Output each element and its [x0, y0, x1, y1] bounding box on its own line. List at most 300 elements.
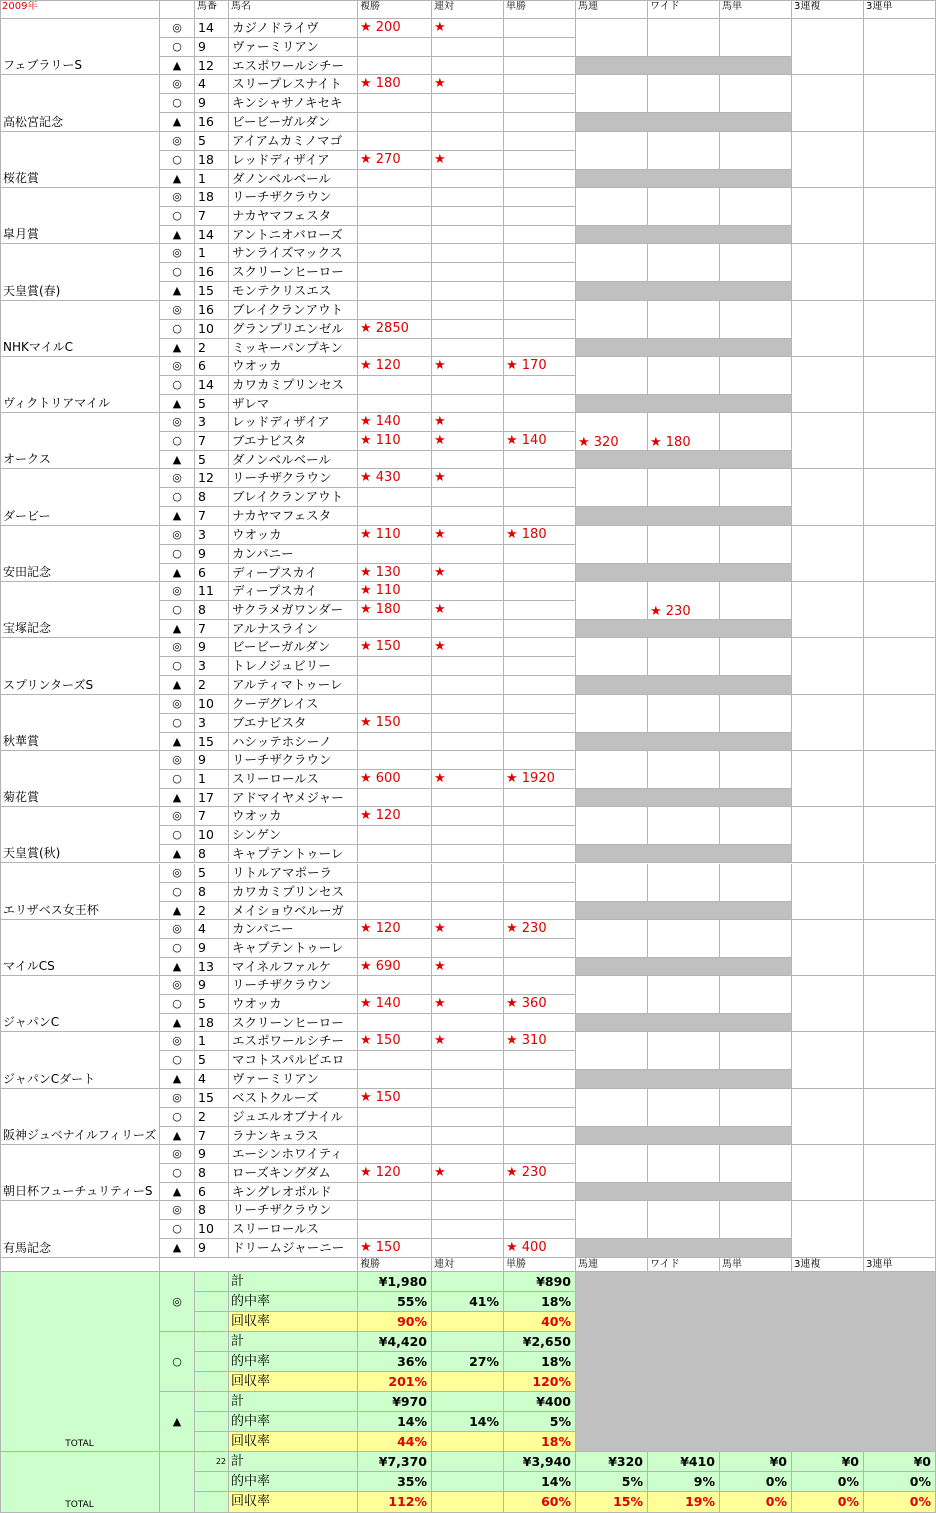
wide-cell[interactable]	[648, 19, 720, 57]
horse-number[interactable]: 2	[195, 339, 229, 357]
umaren-cell[interactable]	[576, 132, 648, 170]
tansho-cell[interactable]	[504, 564, 576, 582]
summary-mark[interactable]: ○	[160, 1332, 195, 1392]
fukusho-cell[interactable]	[358, 751, 432, 770]
footer-header-sanrentan[interactable]: 3連単	[864, 1258, 936, 1272]
pick-mark[interactable]: ◎	[160, 976, 195, 995]
horse-number[interactable]: 9	[195, 94, 229, 113]
tansho-cell[interactable]	[504, 1051, 576, 1070]
fukusho-cell[interactable]	[358, 620, 432, 638]
fukusho-cell[interactable]	[358, 57, 432, 75]
horse-number[interactable]: 18	[195, 1014, 229, 1032]
pick-mark[interactable]: ◎	[160, 1089, 195, 1108]
horse-name[interactable]: リーチザクラウン	[229, 469, 358, 488]
horse-name[interactable]: ダノンベルベール	[229, 170, 358, 188]
footer-header-umatan[interactable]: 馬単	[720, 1258, 792, 1272]
pick-mark[interactable]: ○	[160, 1108, 195, 1127]
sanrentan-cell[interactable]	[864, 19, 936, 75]
sanrenpuku-cell[interactable]	[792, 920, 864, 976]
tansho-cell[interactable]	[504, 695, 576, 714]
horse-name[interactable]: カンパニー	[229, 545, 358, 564]
wide-cell[interactable]	[648, 582, 720, 620]
horse-name[interactable]: ブエナビスタ	[229, 714, 358, 733]
fukusho-cell[interactable]	[358, 1070, 432, 1089]
horse-name[interactable]: ブエナビスタ	[229, 432, 358, 451]
umatan-cell[interactable]	[720, 19, 792, 57]
pick-mark[interactable]: ◎	[160, 526, 195, 545]
wide-cell[interactable]	[648, 132, 720, 170]
sanrentan-cell[interactable]	[864, 864, 936, 920]
rentai-cell[interactable]	[432, 789, 504, 807]
sanrenpuku-cell[interactable]	[792, 19, 864, 75]
summary-ren-total[interactable]	[432, 1332, 504, 1352]
summary-ren-total[interactable]	[432, 1392, 504, 1412]
horse-number[interactable]: 16	[195, 113, 229, 132]
umaren-cell[interactable]	[576, 582, 648, 620]
horse-name[interactable]: ディープスカイ	[229, 582, 358, 601]
tansho-cell[interactable]	[504, 507, 576, 526]
pick-mark[interactable]: ○	[160, 714, 195, 733]
sanrentan-cell[interactable]	[864, 1032, 936, 1089]
fukusho-cell[interactable]	[358, 38, 432, 57]
horse-number[interactable]: 10	[195, 320, 229, 339]
horse-number[interactable]: 7	[195, 207, 229, 226]
race-name[interactable]: 天皇賞(秋)	[0, 807, 160, 863]
rentai-cell[interactable]	[432, 976, 504, 995]
horse-name[interactable]: ブレイクランアウト	[229, 488, 358, 507]
horse-number[interactable]: 2	[195, 676, 229, 695]
header-sanrenpuku[interactable]: 3連複	[792, 0, 864, 19]
fukusho-cell[interactable]	[358, 207, 432, 226]
pick-mark[interactable]: ◎	[160, 132, 195, 151]
horse-number[interactable]: 9	[195, 1145, 229, 1164]
summary-label-recovery[interactable]: 回収率	[229, 1432, 358, 1452]
horse-name[interactable]: カジノドライヴ	[229, 19, 358, 38]
rentai-cell[interactable]	[432, 864, 504, 883]
wide-cell[interactable]	[648, 188, 720, 226]
horse-name[interactable]: キャプテントゥーレ	[229, 845, 358, 863]
fukusho-cell[interactable]	[358, 526, 432, 545]
sanrentan-cell[interactable]	[864, 526, 936, 582]
pick-mark[interactable]: ▲	[160, 733, 195, 751]
rentai-cell[interactable]	[432, 695, 504, 714]
tansho-cell[interactable]	[504, 469, 576, 488]
tansho-cell[interactable]	[504, 714, 576, 733]
pick-mark[interactable]: ◎	[160, 864, 195, 883]
wide-cell[interactable]	[648, 638, 720, 676]
horse-name[interactable]: ローズキングダム	[229, 1164, 358, 1183]
horse-name[interactable]: トレノジュビリー	[229, 657, 358, 676]
rentai-cell[interactable]	[432, 113, 504, 132]
header-mark[interactable]	[160, 0, 195, 19]
horse-name[interactable]: エスポワールシチー	[229, 1032, 358, 1051]
pick-mark[interactable]: ▲	[160, 1070, 195, 1089]
sanrenpuku-cell[interactable]	[792, 132, 864, 188]
horse-number[interactable]: 9	[195, 545, 229, 564]
race-name[interactable]: ジャパンCダート	[0, 1032, 160, 1089]
horse-number[interactable]: 9	[195, 1239, 229, 1258]
horse-name[interactable]: ジュエルオブナイル	[229, 1108, 358, 1127]
footer-header-umaren[interactable]: 馬連	[576, 1258, 648, 1272]
tansho-cell[interactable]	[504, 902, 576, 920]
fukusho-cell[interactable]	[358, 564, 432, 582]
pick-mark[interactable]: ○	[160, 939, 195, 958]
pick-mark[interactable]: ▲	[160, 564, 195, 582]
fukusho-cell[interactable]	[358, 1183, 432, 1201]
tansho-cell[interactable]	[504, 57, 576, 75]
summary-tan-total[interactable]: ¥400	[504, 1392, 576, 1412]
race-name[interactable]: 高松宮記念	[0, 75, 160, 132]
race-name[interactable]: 宝塚記念	[0, 582, 160, 638]
wide-cell[interactable]	[648, 695, 720, 733]
fukusho-cell[interactable]	[358, 395, 432, 413]
grand-ren-hit[interactable]	[432, 1472, 504, 1492]
tansho-cell[interactable]	[504, 995, 576, 1014]
grand-tan-rec[interactable]: 60%	[504, 1492, 576, 1513]
grand-umaren-total[interactable]: ¥320	[576, 1452, 648, 1472]
fukusho-cell[interactable]	[358, 488, 432, 507]
tansho-cell[interactable]	[504, 845, 576, 863]
header-sanrentan[interactable]: 3連単	[864, 0, 936, 19]
grand-sanrentan-hit[interactable]: 0%	[864, 1472, 936, 1492]
umaren-cell[interactable]	[576, 1089, 648, 1127]
umaren-cell[interactable]	[576, 1201, 648, 1239]
horse-number[interactable]: 8	[195, 1164, 229, 1183]
pick-mark[interactable]: ▲	[160, 339, 195, 357]
horse-name[interactable]: スリーロールス	[229, 770, 358, 789]
horse-name[interactable]: シンゲン	[229, 826, 358, 845]
rentai-cell[interactable]	[432, 1032, 504, 1051]
rentai-cell[interactable]	[432, 939, 504, 958]
horse-number[interactable]: 9	[195, 638, 229, 657]
horse-name[interactable]: アルナスライン	[229, 620, 358, 638]
horse-name[interactable]: ラナンキュラス	[229, 1127, 358, 1145]
rentai-cell[interactable]	[432, 282, 504, 301]
fukusho-cell[interactable]	[358, 94, 432, 113]
summary-tan-rec[interactable]: 40%	[504, 1312, 576, 1332]
rentai-cell[interactable]	[432, 1201, 504, 1220]
horse-name[interactable]: リーチザクラウン	[229, 188, 358, 207]
sanrenpuku-cell[interactable]	[792, 1201, 864, 1258]
rentai-cell[interactable]	[432, 958, 504, 976]
rentai-cell[interactable]	[432, 733, 504, 751]
umaren-cell[interactable]	[576, 75, 648, 113]
umaren-cell[interactable]	[576, 244, 648, 282]
summary-fuku-rec[interactable]: 201%	[358, 1372, 432, 1392]
horse-name[interactable]: ヴァーミリアン	[229, 38, 358, 57]
rentai-cell[interactable]	[432, 657, 504, 676]
sanrentan-cell[interactable]	[864, 75, 936, 132]
fukusho-cell[interactable]	[358, 676, 432, 695]
sanrentan-cell[interactable]	[864, 976, 936, 1032]
rentai-cell[interactable]	[432, 451, 504, 469]
header-tansho[interactable]: 単勝	[504, 0, 576, 19]
pick-mark[interactable]: ▲	[160, 57, 195, 75]
horse-name[interactable]: ベストクルーズ	[229, 1089, 358, 1108]
horse-number[interactable]: 15	[195, 1089, 229, 1108]
summary-label-hitrate[interactable]: 的中率	[229, 1412, 358, 1432]
fukusho-cell[interactable]	[358, 244, 432, 263]
horse-number[interactable]: 18	[195, 188, 229, 207]
race-name[interactable]: 桜花賞	[0, 132, 160, 188]
horse-number[interactable]: 11	[195, 582, 229, 601]
fukusho-cell[interactable]	[358, 263, 432, 282]
umaren-cell[interactable]	[576, 357, 648, 395]
umatan-cell[interactable]	[720, 638, 792, 676]
fukusho-cell[interactable]	[358, 1127, 432, 1145]
tansho-cell[interactable]	[504, 676, 576, 695]
tansho-cell[interactable]	[504, 620, 576, 638]
pick-mark[interactable]: ○	[160, 151, 195, 170]
sanrentan-cell[interactable]	[864, 1145, 936, 1201]
umatan-cell[interactable]	[720, 301, 792, 339]
fukusho-cell[interactable]	[358, 1108, 432, 1127]
horse-number[interactable]: 5	[195, 451, 229, 469]
tansho-cell[interactable]	[504, 1239, 576, 1258]
umatan-cell[interactable]	[720, 413, 792, 451]
summary-tan-hit[interactable]: 18%	[504, 1292, 576, 1312]
tansho-cell[interactable]	[504, 789, 576, 807]
pick-mark[interactable]: ◎	[160, 751, 195, 770]
fukusho-cell[interactable]	[358, 188, 432, 207]
horse-number[interactable]: 5	[195, 995, 229, 1014]
pick-mark[interactable]: ▲	[160, 958, 195, 976]
grand-umatan-total[interactable]: ¥0	[720, 1452, 792, 1472]
pick-mark[interactable]: ○	[160, 207, 195, 226]
umatan-cell[interactable]	[720, 695, 792, 733]
horse-number[interactable]: 1	[195, 770, 229, 789]
umaren-cell[interactable]	[576, 1032, 648, 1070]
rentai-cell[interactable]	[432, 676, 504, 695]
horse-number[interactable]: 12	[195, 57, 229, 75]
rentai-cell[interactable]	[432, 638, 504, 657]
sanrenpuku-cell[interactable]	[792, 695, 864, 751]
fukusho-cell[interactable]	[358, 1164, 432, 1183]
umaren-cell[interactable]	[576, 920, 648, 958]
fukusho-cell[interactable]	[358, 770, 432, 789]
pick-mark[interactable]: ○	[160, 995, 195, 1014]
pick-mark[interactable]: ◎	[160, 19, 195, 38]
umatan-cell[interactable]	[720, 807, 792, 845]
summary-label-total[interactable]: 計	[229, 1272, 358, 1292]
tansho-cell[interactable]	[504, 1070, 576, 1089]
summary-ren-rec[interactable]	[432, 1432, 504, 1452]
tansho-cell[interactable]	[504, 864, 576, 883]
horse-number[interactable]: 8	[195, 1201, 229, 1220]
sanrenpuku-cell[interactable]	[792, 1032, 864, 1089]
sanrentan-cell[interactable]	[864, 357, 936, 413]
horse-number[interactable]: 17	[195, 789, 229, 807]
summary-fuku-total[interactable]: ¥1,980	[358, 1272, 432, 1292]
pick-mark[interactable]: ◎	[160, 1201, 195, 1220]
rentai-cell[interactable]	[432, 151, 504, 170]
pick-mark[interactable]: ◎	[160, 807, 195, 826]
header-umaren[interactable]: 馬連	[576, 0, 648, 19]
horse-name[interactable]: ウオッカ	[229, 995, 358, 1014]
sanrentan-cell[interactable]	[864, 188, 936, 244]
pick-mark[interactable]: ◎	[160, 469, 195, 488]
wide-cell[interactable]	[648, 1032, 720, 1070]
horse-name[interactable]: ウオッカ	[229, 526, 358, 545]
race-name[interactable]: 天皇賞(春)	[0, 244, 160, 301]
sanrenpuku-cell[interactable]	[792, 976, 864, 1032]
sanrentan-cell[interactable]	[864, 638, 936, 695]
fukusho-cell[interactable]	[358, 376, 432, 395]
horse-number[interactable]: 4	[195, 75, 229, 94]
pick-mark[interactable]: ▲	[160, 676, 195, 695]
umatan-cell[interactable]	[720, 469, 792, 507]
tansho-cell[interactable]	[504, 826, 576, 845]
horse-number[interactable]: 14	[195, 19, 229, 38]
horse-name[interactable]: アイアムカミノマゴ	[229, 132, 358, 151]
horse-name[interactable]: アントニオバローズ	[229, 226, 358, 244]
tansho-cell[interactable]	[504, 1183, 576, 1201]
fukusho-cell[interactable]	[358, 320, 432, 339]
rentai-cell[interactable]	[432, 188, 504, 207]
grand-label-hitrate[interactable]: 的中率	[229, 1472, 358, 1492]
wide-cell[interactable]	[648, 864, 720, 902]
rentai-cell[interactable]	[432, 469, 504, 488]
fukusho-cell[interactable]	[358, 601, 432, 620]
wide-cell[interactable]	[648, 526, 720, 564]
fukusho-cell[interactable]	[358, 469, 432, 488]
horse-name[interactable]: ザレマ	[229, 395, 358, 413]
rentai-cell[interactable]	[432, 395, 504, 413]
horse-number[interactable]: 7	[195, 1127, 229, 1145]
horse-number[interactable]: 7	[195, 620, 229, 638]
race-name[interactable]: 秋華賞	[0, 695, 160, 751]
fukusho-cell[interactable]	[358, 113, 432, 132]
rentai-cell[interactable]	[432, 488, 504, 507]
horse-name[interactable]: スリーロールス	[229, 1220, 358, 1239]
fukusho-cell[interactable]	[358, 845, 432, 863]
horse-name[interactable]: スリープレスナイト	[229, 75, 358, 94]
sanrentan-cell[interactable]	[864, 301, 936, 357]
fukusho-cell[interactable]	[358, 864, 432, 883]
tansho-cell[interactable]	[504, 751, 576, 770]
rentai-cell[interactable]	[432, 1145, 504, 1164]
tansho-cell[interactable]	[504, 301, 576, 320]
umaren-cell[interactable]	[576, 864, 648, 902]
horse-number[interactable]: 5	[195, 864, 229, 883]
fukusho-cell[interactable]	[358, 995, 432, 1014]
rentai-cell[interactable]	[432, 1014, 504, 1032]
grand-fuku-total[interactable]: ¥7,370	[358, 1452, 432, 1472]
tansho-cell[interactable]	[504, 376, 576, 395]
sanrenpuku-cell[interactable]	[792, 638, 864, 695]
sanrenpuku-cell[interactable]	[792, 1145, 864, 1201]
race-name[interactable]: 阪神ジュベナイルフィリーズ	[0, 1089, 160, 1145]
rentai-cell[interactable]	[432, 339, 504, 357]
pick-mark[interactable]: ○	[160, 545, 195, 564]
fukusho-cell[interactable]	[358, 733, 432, 751]
umatan-cell[interactable]	[720, 864, 792, 902]
horse-name[interactable]: マコトスパルビエロ	[229, 1051, 358, 1070]
fukusho-cell[interactable]	[358, 357, 432, 376]
horse-name[interactable]: キンシャサノキセキ	[229, 94, 358, 113]
horse-number[interactable]: 5	[195, 395, 229, 413]
tansho-cell[interactable]	[504, 1014, 576, 1032]
sanrentan-cell[interactable]	[864, 582, 936, 638]
wide-cell[interactable]	[648, 976, 720, 1014]
race-name[interactable]: ジャパンC	[0, 976, 160, 1032]
fukusho-cell[interactable]	[358, 714, 432, 733]
horse-number[interactable]: 1	[195, 244, 229, 263]
sanrenpuku-cell[interactable]	[792, 75, 864, 132]
rentai-cell[interactable]	[432, 545, 504, 564]
rentai-cell[interactable]	[432, 1051, 504, 1070]
tansho-cell[interactable]	[504, 1127, 576, 1145]
summary-label-recovery[interactable]: 回収率	[229, 1372, 358, 1392]
fukusho-cell[interactable]	[358, 920, 432, 939]
grand-wide-rec[interactable]: 19%	[648, 1492, 720, 1513]
pick-mark[interactable]: ◎	[160, 188, 195, 207]
pick-mark[interactable]: ○	[160, 1051, 195, 1070]
horse-name[interactable]: クーデグレイス	[229, 695, 358, 714]
rentai-cell[interactable]	[432, 883, 504, 902]
sanrenpuku-cell[interactable]	[792, 1089, 864, 1145]
horse-number[interactable]: 3	[195, 526, 229, 545]
sanrentan-cell[interactable]	[864, 1201, 936, 1258]
pick-mark[interactable]: ○	[160, 883, 195, 902]
rentai-cell[interactable]	[432, 94, 504, 113]
grand-umatan-hit[interactable]: 0%	[720, 1472, 792, 1492]
umaren-cell[interactable]	[576, 413, 648, 451]
horse-number[interactable]: 9	[195, 976, 229, 995]
umatan-cell[interactable]	[720, 976, 792, 1014]
race-name[interactable]: 皐月賞	[0, 188, 160, 244]
fukusho-cell[interactable]	[358, 807, 432, 826]
rentai-cell[interactable]	[432, 413, 504, 432]
grand-count[interactable]: 22	[195, 1452, 229, 1472]
summary-tan-total[interactable]: ¥2,650	[504, 1332, 576, 1352]
rentai-cell[interactable]	[432, 1070, 504, 1089]
horse-name[interactable]: スクリーンヒーロー	[229, 1014, 358, 1032]
horse-number[interactable]: 7	[195, 507, 229, 526]
fukusho-cell[interactable]	[358, 75, 432, 94]
pick-mark[interactable]: ◎	[160, 638, 195, 657]
tansho-cell[interactable]	[504, 657, 576, 676]
race-name[interactable]: 安田記念	[0, 526, 160, 582]
grand-fuku-rec[interactable]: 112%	[358, 1492, 432, 1513]
rentai-cell[interactable]	[432, 1127, 504, 1145]
tansho-cell[interactable]	[504, 1145, 576, 1164]
summary-ren-hit[interactable]: 41%	[432, 1292, 504, 1312]
grand-total-label[interactable]: TOTAL	[0, 1452, 160, 1513]
horse-number[interactable]: 9	[195, 939, 229, 958]
rentai-cell[interactable]	[432, 826, 504, 845]
tansho-cell[interactable]	[504, 488, 576, 507]
horse-number[interactable]: 5	[195, 132, 229, 151]
pick-mark[interactable]: ▲	[160, 789, 195, 807]
fukusho-cell[interactable]	[358, 151, 432, 170]
grand-sanrenpuku-total[interactable]: ¥0	[792, 1452, 864, 1472]
umaren-cell[interactable]	[576, 301, 648, 339]
fukusho-cell[interactable]	[358, 282, 432, 301]
tansho-cell[interactable]	[504, 339, 576, 357]
horse-name[interactable]: ヴァーミリアン	[229, 1070, 358, 1089]
sanrentan-cell[interactable]	[864, 413, 936, 469]
rentai-cell[interactable]	[432, 357, 504, 376]
fukusho-cell[interactable]	[358, 638, 432, 657]
umatan-cell[interactable]	[720, 188, 792, 226]
pick-mark[interactable]: ▲	[160, 282, 195, 301]
grand-sanrenpuku-hit[interactable]: 0%	[792, 1472, 864, 1492]
race-name[interactable]: マイルCS	[0, 920, 160, 976]
sanrenpuku-cell[interactable]	[792, 526, 864, 582]
fukusho-cell[interactable]	[358, 902, 432, 920]
fukusho-cell[interactable]	[358, 339, 432, 357]
